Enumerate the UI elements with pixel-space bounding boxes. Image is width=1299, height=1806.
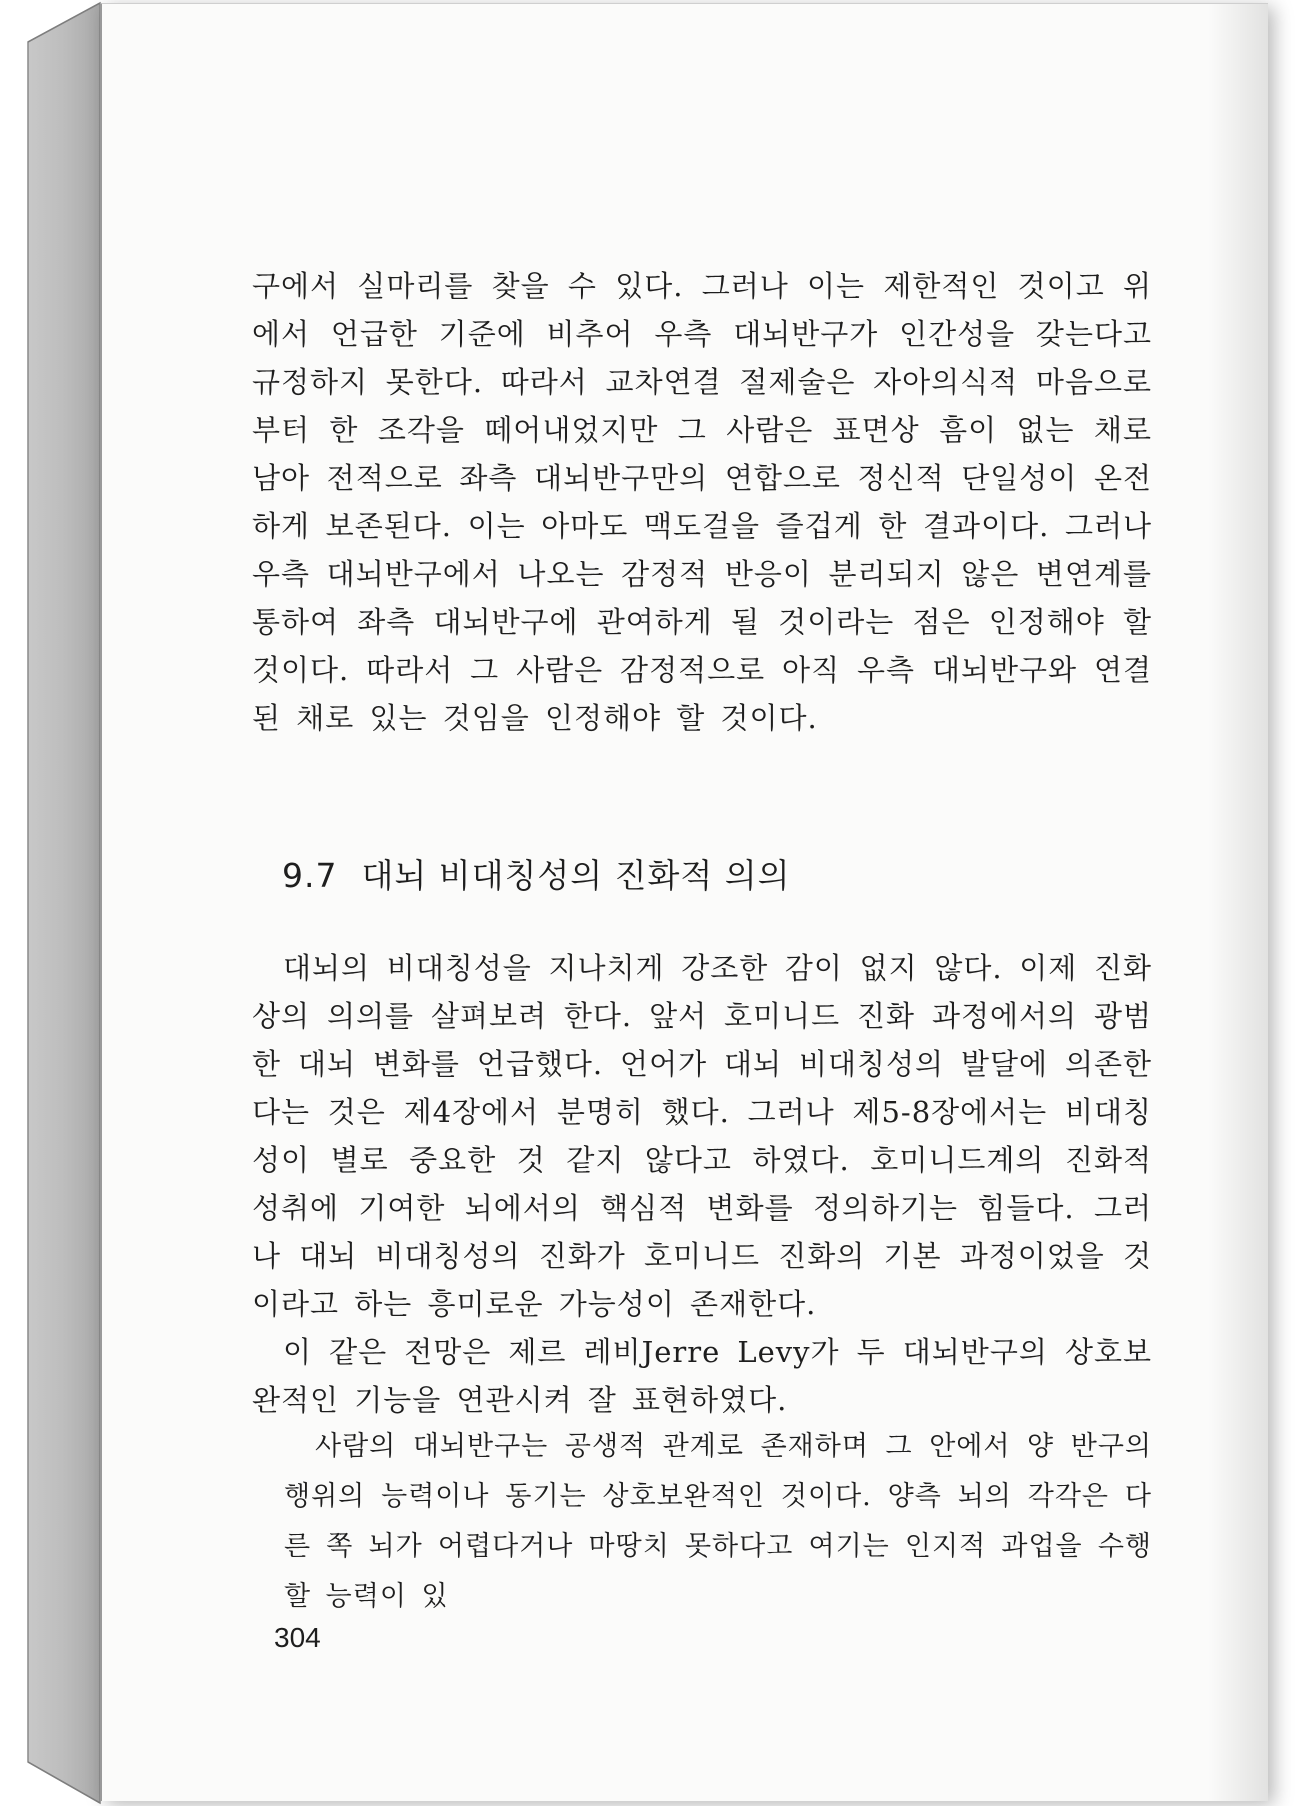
section-title: 대뇌 비대칭성의 진화적 의의: [361, 856, 791, 895]
page-shadow: [1208, 4, 1268, 1801]
paragraph-asymmetry: 대뇌의 비대칭성을 지나치게 강조한 감이 없지 않다. 이제 진화상의 의의를 살펴보려 한다. 앞서 호미니드 진화 과정에서의 광범한 대뇌 변화를 언급했다. 언어가 대뇌 비대칭성의 발달에 의존한다는 것은 제4장에서 분명히 했다. 그러나 제5-8장에서는 비대칭성이 별로 중요한 것 같지 않다고 하였다. 호미니드계의 진화적 성취에 기여한 뇌에서의 핵심적 변화를 정의하기는 힘들다. 그러나 대뇌 비대칭성의 진화가 호미니드 진화의 기본 과정이었을 것이라고 하는 흥미로운 가능성이 존재한다.: [252, 951, 1152, 1321]
body-text-block-1: [252, 262, 1152, 742]
paragraph-levy: 이 같은 전망은 제르 레비Jerre Levy가 두 대뇌반구의 상호보완적인 기능을 연관시켜 잘 표현하였다.: [252, 1335, 1152, 1417]
page-sheet: [100, 3, 1268, 1801]
section-number: 9.7: [282, 856, 338, 895]
block-quote: [284, 1422, 1152, 1622]
page-number: 304: [274, 1622, 321, 1653]
quote-text: 사람의 대뇌반구는 공생적 관계로 존재하며 그 안에서 양 반구의 행위의 능력이나 동기는 상호보완적인 것이다. 양측 뇌의 각각은 다른 쪽 뇌가 어렵다거나 마땅치 못하다고 여기는 인지적 과업을 수행할 능력이 있: [284, 1431, 1152, 1612]
body-text-block-2: [252, 944, 1152, 1424]
paragraph-continued: 구에서 실마리를 찾을 수 있다. 그러나 이는 제한적인 것이고 위에서 언급한 기준에 비추어 우측 대뇌반구가 인간성을 갖는다고 규정하지 못한다. 따라서 교차연결 절제술은 자아의식적 마음으로부터 한 조각을 떼어내었지만 그 사람은 표면상 흠이 없는 채로 남아 전적으로 좌측 대뇌반구만의 연합으로 정신적 단일성이 온전하게 보존된다. 이는 아마도 맥도걸을 즐겁게 한 결과이다. 그러나 우측 대뇌반구에서 나오는 감정적 반응이 분리되지 않은 변연계를 통하여 좌측 대뇌반구에 관여하게 될 것이라는 점은 인정해야 할 것이다. 따라서 그 사람은 감정적으로 아직 우측 대뇌반구와 연결된 채로 있는 것임을 인정해야 할 것이다.: [252, 269, 1152, 735]
section-heading: [282, 850, 791, 897]
